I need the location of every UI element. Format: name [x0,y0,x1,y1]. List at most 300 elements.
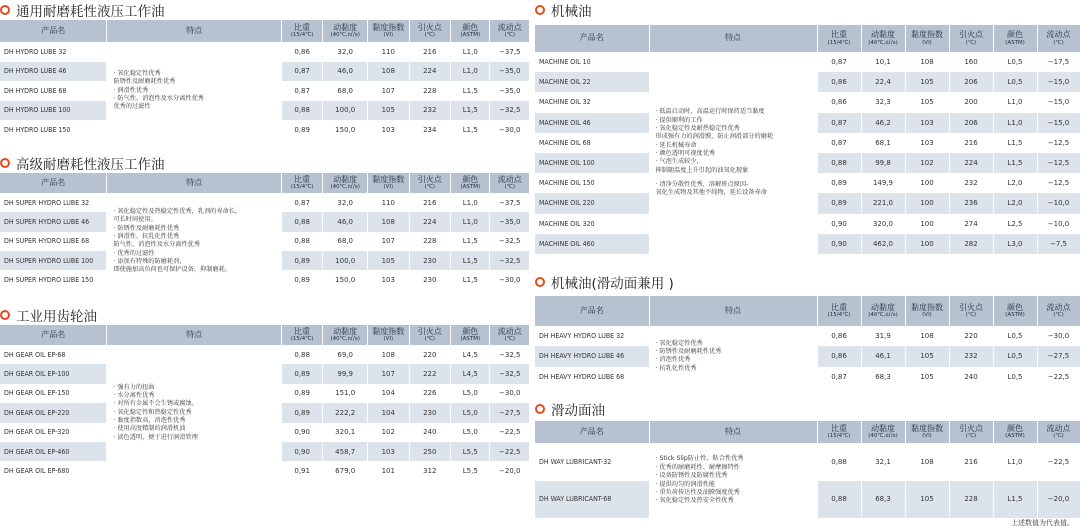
flash-point-value: 230 [409,403,451,422]
column-header-pour [490,20,530,42]
viscosity-value: 69,0 [323,345,368,364]
density-value: 0,86 [817,346,861,366]
product-name: MACHINE OIL 46 [535,113,649,133]
column-header-label: 引火点 [959,423,983,433]
column-header-label: 动黏度 [871,423,895,433]
column-header-label: 黏度指数 [911,302,943,312]
density-value: 0,87 [817,113,861,133]
density-value: 0,89 [281,251,323,270]
column-header-vi [905,296,949,326]
viscosity-index-value: 100 [905,234,949,254]
viscosity-index-value: 108 [905,52,949,72]
column-header-label: 颜色 [1007,30,1023,40]
column-header-flash [949,25,993,52]
viscosity-index-value: 107 [368,81,410,101]
column-header-label: 比重 [831,423,847,433]
viscosity-index-value: 102 [905,153,949,173]
viscosity-index-value: 105 [905,92,949,112]
pour-point-value: −30,0 [490,120,530,140]
density-value: 0,87 [281,62,323,82]
color-value: L1,5 [451,232,490,251]
color-value: L2,0 [993,193,1037,213]
viscosity-index-value: 105 [905,346,949,366]
viscosity-index-value: 107 [368,364,410,383]
table-header-row [0,325,530,345]
feature-line: 可长时间使用。 [113,216,157,224]
flash-point-value: 232 [949,346,993,366]
column-header-flash [409,325,451,345]
color-value: L1,5 [993,481,1037,519]
product-name: DH SUPER HYDRO LUBE 150 [0,270,107,289]
column-header-label: 产品名 [41,329,66,339]
section-title: 工业用齿轮油 [16,309,97,325]
table-row [535,326,1080,346]
column-header-visc [861,25,905,52]
column-header-label: 颜色 [1007,423,1023,433]
pour-point-value: −22,5 [490,423,530,442]
color-value: L4,5 [451,364,490,383]
density-value: 0,88 [817,481,861,519]
viscosity-value: 68,0 [323,232,368,251]
flash-point-value: 228 [409,81,451,101]
viscosity-index-value: 103 [368,270,410,289]
pour-point-value: −7,5 [1037,234,1080,254]
column-header-density [281,325,323,345]
column-header-unit: (15/4℃) [827,39,851,46]
product-name: DH GEAR OIL EP-100 [0,364,107,383]
table-row [0,345,530,364]
viscosity-index-value: 103 [368,120,410,140]
flash-point-value: 232 [409,101,451,121]
color-value: L5,0 [451,403,490,422]
column-header-label: 黏度指数 [372,326,405,336]
flash-point-value: 312 [409,461,451,480]
column-header-label: 黏度指数 [372,174,405,184]
circle-bullet-icon [0,158,10,168]
product-name: MACHINE OIL 32 [535,92,649,112]
density-value: 0,90 [281,442,323,461]
table-header-row [535,25,1080,52]
column-header-label: 动黏度 [333,22,358,32]
color-value: L1,0 [451,42,490,62]
viscosity-index-value: 108 [368,212,410,231]
product-name: DH SUPER HYDRO LUBE 46 [0,212,107,231]
features-cell [107,193,281,289]
column-header-flash [949,421,993,443]
viscosity-value: 100,0 [323,251,368,270]
viscosity-value: 462,0 [861,234,905,254]
density-value: 0,88 [281,345,323,364]
flash-point-value: 228 [949,481,993,519]
feature-line: 形成强有力的润滑膜，防止润滑部分的磨耗 [655,133,774,141]
column-header-vi [368,20,410,42]
flash-point-value: 224 [409,62,451,82]
color-value: L1,5 [451,81,490,101]
viscosity-value: 99,9 [323,364,368,383]
pour-point-value: −32,5 [490,101,530,121]
column-header-label: 引火点 [959,302,983,312]
column-header-label: 特点 [186,177,203,187]
section-title: 滑动面油 [551,403,605,419]
product-name: DH GEAR OIL EP-320 [0,423,107,442]
feature-line: · 气泡生成较少， [655,158,703,166]
viscosity-value: 320,0 [861,214,905,234]
pour-point-value: −30,0 [490,270,530,289]
column-header-unit: (ASTM) [1005,39,1025,46]
viscosity-value: 46,2 [861,113,905,133]
column-header-label: 引火点 [417,326,442,336]
circle-bullet-icon [0,310,10,320]
viscosity-index-value: 110 [368,42,410,62]
feature-line: 防锈性及耐磨耗性优秀 [113,78,176,86]
column-header-unit: (℃) [1053,312,1064,319]
product-name: DH SUPER HYDRO LUBE 100 [0,251,107,270]
product-name: MACHINE OIL 220 [535,193,649,213]
table-row [0,42,530,62]
product-table [535,25,1080,254]
density-value: 0,87 [817,133,861,153]
column-header-label: 引火点 [417,22,442,32]
viscosity-index-value: 105 [368,251,410,270]
column-header-unit: (VI) [922,312,932,319]
column-header-label: 颜色 [1007,302,1023,312]
color-value: L5,0 [451,423,490,442]
density-value: 0,86 [817,92,861,112]
column-header-label: 动黏度 [333,174,358,184]
viscosity-index-value: 101 [368,461,410,480]
column-header-label: 产品名 [41,177,66,187]
pour-point-value: −12,5 [1037,133,1080,153]
column-header-label: 特点 [725,305,741,315]
viscosity-value: 458,7 [323,442,368,461]
flash-point-value: 236 [949,193,993,213]
pour-point-value: −12,5 [1037,153,1080,173]
pour-point-value: −10,0 [1037,193,1080,213]
column-header-feat [107,20,281,42]
column-header-unit: (15/4℃) [290,336,314,343]
density-value: 0,87 [817,52,861,72]
column-header-label: 比重 [294,22,311,32]
feature-line: · 水分离性优秀 [113,391,155,399]
feature-line: 即使施加高负荷也可保护设备，抑制磨耗。 [113,266,231,274]
density-value: 0,88 [817,153,861,173]
flash-point-value: 206 [949,113,993,133]
column-header-label: 比重 [831,302,847,312]
product-name: DH HYDRO LUBE 68 [0,81,107,101]
column-header-color [451,20,490,42]
product-name: DH HEAVY HYDRO LUBE 68 [535,367,649,387]
column-header-pour [1037,296,1080,326]
density-value: 0,89 [817,173,861,193]
pour-point-value: −32,5 [490,345,530,364]
color-value: L0,5 [993,326,1037,346]
column-header-unit: (15/4℃) [827,433,851,440]
pour-point-value: −22,5 [1037,443,1080,481]
color-value: L5,5 [451,442,490,461]
feature-line: · 设备防锈性及防腐性优秀 [655,472,728,480]
column-header-color [451,325,490,345]
feature-line: · 强有力的扭曲 [113,383,155,391]
pour-point-value: −27,5 [490,403,530,422]
column-header-density [817,25,861,52]
color-value: L1,5 [993,153,1037,173]
viscosity-index-value: 105 [905,367,949,387]
product-name: DH GEAR OIL EP-680 [0,461,107,480]
density-value: 0,91 [281,461,323,480]
pour-point-value: −17,5 [1037,52,1080,72]
color-value: L0,5 [993,72,1037,92]
column-header-unit: (℃) [1053,433,1064,440]
feature-line: · 添加有特殊的防磨耗剂， [113,257,186,265]
table-header-row [0,173,530,193]
column-header-label: 颜色 [462,174,479,184]
feature-line: · 氧化稳定性及耐热稳定性优秀 [655,124,740,132]
column-header-label: 流动点 [497,22,522,32]
feature-line: · 防气性、消泡性及水分离性优秀 [113,94,204,102]
column-header-color [993,25,1037,52]
feature-line: 氧化生成物及其他不纯物，延长设备寿命 [655,189,767,197]
viscosity-value: 32,0 [323,42,368,62]
density-value: 0,88 [281,232,323,251]
product-name: MACHINE OIL 68 [535,133,649,153]
column-header-label: 产品名 [579,426,604,436]
features-cell [649,326,817,387]
flash-point-value: 232 [949,173,993,193]
feature-line: · 防锈性及耐磨耗性优秀 [113,224,180,232]
feature-line: · 延长机械寿命 [655,141,697,149]
column-header-label: 比重 [294,174,311,184]
flash-point-value: 200 [949,92,993,112]
column-header-unit: (40℃,㎡/s) [330,184,360,191]
viscosity-value: 10,1 [861,52,905,72]
pour-point-value: −15,0 [1037,113,1080,133]
column-header-visc [323,20,368,42]
product-name: MACHINE OIL 100 [535,153,649,173]
column-header-vi [905,25,949,52]
table-row [535,443,1080,481]
column-header-unit: (℃) [965,39,977,46]
pour-point-value: −15,0 [1037,92,1080,112]
pour-point-value: −37,5 [490,42,530,62]
color-value: L1,0 [451,62,490,82]
color-value: L5,5 [451,461,490,480]
product-name: DH WAY LUBRICANT-68 [535,481,649,519]
column-header-unit: (40℃,㎡/s) [330,336,360,343]
flash-point-value: 228 [409,232,451,251]
column-header-unit: (40℃,㎡/s) [868,433,898,440]
column-header-feat [649,421,817,443]
flash-point-value: 250 [409,442,451,461]
viscosity-value: 221,0 [861,193,905,213]
viscosity-index-value: 108 [905,326,949,346]
viscosity-value: 149,9 [861,173,905,193]
column-header-visc [861,296,905,326]
feature-line: 抑制随温度上升引起的油氧化现象 [655,166,749,174]
column-header-unit: (40℃,㎡/s) [330,32,360,39]
flash-point-value: 240 [409,423,451,442]
feature-line: · 对所有金属不会生锈或腐蚀。 [113,400,198,408]
color-value: L1,5 [451,251,490,270]
viscosity-value: 46,0 [323,212,368,231]
column-header-unit: (15/4℃) [290,184,314,191]
column-header-feat [107,173,281,193]
column-header-label: 黏度指数 [911,423,943,433]
column-header-unit: (℃) [504,184,515,191]
column-header-unit: (℃) [424,336,436,343]
pour-point-value: −32,5 [490,251,530,270]
viscosity-value: 32,0 [323,193,368,212]
density-value: 0,87 [281,81,323,101]
column-header-name [535,296,649,326]
feature-line: · 提供均匀的润滑性能 [655,480,716,488]
viscosity-value: 151,0 [323,384,368,403]
density-value: 0,90 [281,423,323,442]
column-header-label: 颜色 [462,22,479,32]
column-header-unit: (40℃,㎡/s) [868,39,898,46]
column-header-label: 流动点 [497,174,522,184]
color-value: L1,0 [451,193,490,212]
footnote: 上述数值为代表值。 [1011,519,1074,527]
pour-point-value: −35,0 [490,81,530,101]
column-header-unit: (VI) [922,433,932,440]
circle-bullet-icon [535,277,545,287]
pour-point-value: −20,0 [490,461,530,480]
pour-point-value: −30,0 [490,384,530,403]
density-value: 0,89 [281,403,323,422]
color-value: L2,5 [993,214,1037,234]
flash-point-value: 224 [409,212,451,231]
column-header-unit: (VI) [383,32,394,39]
table-header-row [535,296,1080,326]
viscosity-value: 150,0 [323,270,368,289]
feature-line: · 优秀的耐磨耗性、耐摩擦特性 [655,463,740,471]
column-header-density [817,421,861,443]
pour-point-value: −22,5 [490,442,530,461]
flash-point-value: 216 [949,133,993,153]
pour-point-value: −30,0 [1037,326,1080,346]
column-header-label: 产品名 [41,25,66,35]
column-header-vi [368,325,410,345]
pour-point-value: −32,5 [490,364,530,383]
column-header-name [0,173,107,193]
product-name: DH HYDRO LUBE 32 [0,42,107,62]
flash-point-value: 226 [409,384,451,403]
product-name: MACHINE OIL 460 [535,234,649,254]
flash-point-value: 230 [409,270,451,289]
flash-point-value: 216 [409,193,451,212]
column-header-unit: (VI) [922,39,932,46]
pour-point-value: −22,5 [1037,367,1080,387]
density-value: 0,89 [281,364,323,383]
density-value: 0,86 [281,42,323,62]
circle-bullet-icon [0,5,10,15]
feature-line: · 使用高度精制的润滑机油 [113,425,186,433]
table-header-row [0,20,530,42]
product-name: DH HEAVY HYDRO LUBE 32 [535,326,649,346]
column-header-visc [323,173,368,193]
column-header-pour [490,173,530,193]
column-header-label: 特点 [186,25,203,35]
density-value: 0,89 [817,193,861,213]
color-value: L0,5 [993,52,1037,72]
flash-point-value: 216 [409,42,451,62]
column-header-name [535,25,649,52]
column-header-unit: (15/4℃) [290,32,314,39]
feature-line: 防气性、消泡性及水分离性优秀 [113,241,201,249]
feature-line: · 氧化稳定性优秀 [655,339,703,347]
viscosity-index-value: 108 [368,62,410,82]
viscosity-index-value: 103 [368,442,410,461]
feature-line: · 消泡性优秀 [655,356,691,364]
column-header-color [993,421,1037,443]
viscosity-value: 150,0 [323,120,368,140]
flash-point-value: 160 [949,52,993,72]
flash-point-value: 220 [949,326,993,346]
viscosity-value: 100,0 [323,101,368,121]
product-name: DH GEAR OIL EP-460 [0,442,107,461]
viscosity-index-value: 100 [905,173,949,193]
feature-line: · 清净分散性优秀，溶解班点原因- [655,181,749,189]
pour-point-value: −10,0 [1037,214,1080,234]
color-value: L2,0 [993,173,1037,193]
viscosity-index-value: 104 [368,403,410,422]
column-header-label: 黏度指数 [911,30,943,40]
pour-point-value: −12,5 [1037,173,1080,193]
column-header-unit: (40℃,㎡/s) [868,312,898,319]
column-header-unit: (℃) [424,184,436,191]
density-value: 0,89 [281,120,323,140]
viscosity-index-value: 110 [368,193,410,212]
viscosity-index-value: 104 [368,384,410,403]
density-value: 0,86 [817,326,861,346]
viscosity-index-value: 105 [905,72,949,92]
column-header-pour [1037,421,1080,443]
pour-point-value: −15,0 [1037,72,1080,92]
product-name: MACHINE OIL 22 [535,72,649,92]
features-cell [649,52,817,254]
features-cell [649,443,817,518]
column-header-label: 特点 [186,329,203,339]
column-header-label: 引火点 [959,30,983,40]
column-header-unit: (℃) [1053,39,1064,46]
color-value: L1,5 [993,133,1037,153]
column-header-unit: (ASTM) [460,32,481,39]
color-value: L0,5 [993,346,1037,366]
feature-line: · 抗乳化性优秀 [655,364,697,372]
product-table [535,296,1080,387]
product-name: DH SUPER HYDRO LUBE 68 [0,232,107,251]
column-header-vi [905,421,949,443]
viscosity-value: 32,3 [861,92,905,112]
column-header-unit: (ASTM) [1005,433,1025,440]
viscosity-value: 320,1 [323,423,368,442]
feature-line: · 重负荷传达性及油膜强度优秀 [655,488,740,496]
column-header-label: 比重 [831,30,847,40]
column-header-label: 动黏度 [871,30,895,40]
section-title: 高级耐磨耗性液压工作油 [16,157,165,173]
product-name: DH GEAR OIL EP-150 [0,384,107,403]
circle-bullet-icon [535,404,545,414]
flash-point-value: 282 [949,234,993,254]
density-value: 0,87 [817,367,861,387]
product-table [0,325,530,481]
column-header-unit: (ASTM) [460,184,481,191]
feature-line: · 黏度指数高，消泡性优秀 [113,417,186,425]
column-header-density [281,173,323,193]
column-header-pour [1037,25,1080,52]
feature-line: · 优秀的过滤性 [113,249,155,257]
product-name: DH GEAR OIL EP-220 [0,403,107,422]
